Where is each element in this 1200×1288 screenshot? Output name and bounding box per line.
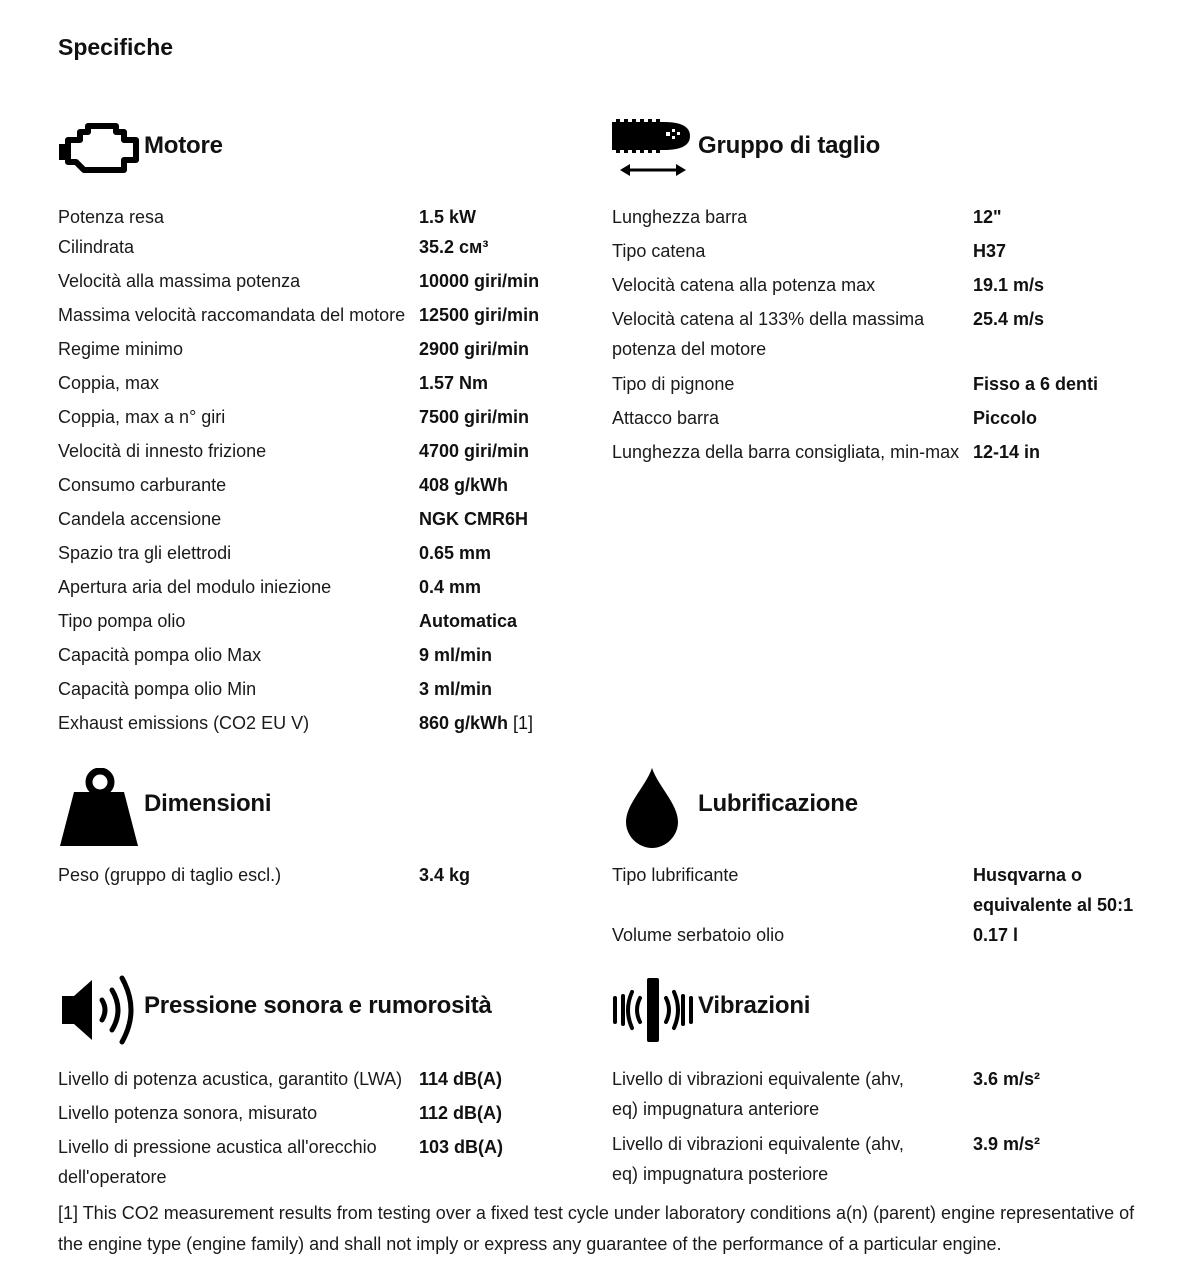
section-title: Pressione sonora e rumorosità <box>144 992 492 1019</box>
spec-label: Tipo catena <box>612 241 706 261</box>
spec-row <box>612 369 1098 399</box>
spec-label: Consumo carburante <box>58 475 227 495</box>
spec-row <box>58 1098 503 1128</box>
spec-label: Massima velocità raccomandata del motore <box>58 305 406 325</box>
section-lubrificazione <box>612 768 1152 945</box>
spec-label: Volume serbatoio olio <box>612 925 785 945</box>
spec-row <box>612 403 1098 433</box>
spec-label: Coppia, max <box>58 373 160 393</box>
spec-label: Livello di vibrazioni equivalente (ahv, eq) impugnatura anteriore <box>612 1069 904 1119</box>
spec-label: Tipo pompa olio <box>58 611 186 631</box>
spec-value: 3.9 m/s² <box>973 1134 1041 1154</box>
spec-value: 9 ml/min <box>419 645 493 665</box>
spec-label: Velocità di innesto frizione <box>58 441 267 461</box>
spec-value: NGK CMR6H <box>419 509 529 529</box>
section-header <box>612 118 1152 180</box>
spec-value: 35.2 см³ <box>419 237 489 257</box>
footnote: [1] This CO2 measurement results from testing over a fixed test cycle under laboratory conditions a(n) (parent) engine representative of the engine type (engine family) and shall not imply or express any guarantee of the performance of a particular engine. <box>58 1203 1135 1254</box>
spec-value: 25.4 m/s <box>973 309 1045 329</box>
section-title: Dimensioni <box>144 790 272 817</box>
spec-row <box>58 1132 503 1192</box>
spec-row <box>612 437 1098 467</box>
spec-row <box>58 860 470 890</box>
spec-label: Cilindrata <box>58 237 135 257</box>
spec-value: 114 dB(A) <box>419 1069 503 1089</box>
spec-row <box>58 470 539 500</box>
oil-drop-icon <box>612 768 694 848</box>
section-header <box>58 768 598 848</box>
spec-label: Livello di vibrazioni equivalente (ahv, eq) impugnatura posteriore <box>612 1134 904 1184</box>
spec-label: Exhaust emissions (CO2 EU V) <box>58 713 310 733</box>
spec-list <box>612 1064 1040 1189</box>
spec-list <box>58 860 470 890</box>
spec-row <box>58 368 539 398</box>
spec-value-with-note <box>419 708 539 738</box>
spec-value: H37 <box>973 241 1007 261</box>
section-vibrazioni <box>612 972 1152 1184</box>
engine-icon <box>58 118 142 178</box>
spec-row <box>612 1064 1040 1124</box>
spec-row <box>612 304 1098 364</box>
spec-value: 3.4 kg <box>419 865 471 885</box>
spec-row <box>58 402 539 432</box>
spec-label: Regime minimo <box>58 339 184 359</box>
spec-value: 112 dB(A) <box>419 1103 503 1123</box>
spec-value: Husqvarna o equivalente al 50:1 <box>973 865 1134 915</box>
section-header <box>612 768 1152 848</box>
spec-row <box>612 202 1098 232</box>
spec-value: 12-14 in <box>973 442 1041 462</box>
weight-icon <box>58 768 140 848</box>
spec-label: Tipo di pignone <box>612 374 735 394</box>
spec-value: 4700 giri/min <box>419 441 530 461</box>
section-pressione-sonora <box>58 972 598 1187</box>
spec-value: 103 dB(A) <box>419 1137 504 1157</box>
spec-value: 1.5 kW <box>419 207 477 227</box>
vibration-icon <box>612 972 694 1048</box>
spec-label: Coppia, max a n° giri <box>58 407 226 427</box>
spec-row <box>612 1129 1040 1189</box>
section-title: Vibrazioni <box>698 992 811 1019</box>
spec-list <box>58 1064 503 1192</box>
section-dimensioni <box>58 768 598 885</box>
spec-row <box>58 640 539 670</box>
footnote-ref: [1] <box>508 713 534 733</box>
section-header <box>612 972 1152 1048</box>
spec-list <box>58 202 539 738</box>
spec-row <box>58 300 539 330</box>
spec-value: 1.57 Nm <box>419 373 489 393</box>
spec-label: Tipo lubrificante <box>612 865 739 885</box>
spec-row <box>58 504 539 534</box>
page-title: Specifiche <box>58 34 174 60</box>
spec-value: 3.6 m/s² <box>973 1069 1041 1089</box>
spec-label: Lunghezza barra <box>612 207 748 227</box>
spec-label: Capacità pompa olio Max <box>58 645 262 665</box>
section-gruppo-taglio <box>612 118 1152 462</box>
spec-label: Capacità pompa olio Min <box>58 679 257 699</box>
spec-value: 19.1 m/s <box>973 275 1045 295</box>
spec-label: Lunghezza della barra consigliata, min-max <box>612 442 960 462</box>
spec-row <box>58 674 539 704</box>
spec-value: 0.4 mm <box>419 577 482 597</box>
spec-value: 7500 giri/min <box>419 407 530 427</box>
spec-row <box>58 1064 503 1094</box>
spec-row <box>58 334 539 364</box>
section-title: Lubrificazione <box>698 790 858 817</box>
spec-value: Piccolo <box>973 408 1038 428</box>
section-title: Motore <box>144 132 223 159</box>
spec-label: Attacco barra <box>612 408 720 428</box>
spec-value: 12500 giri/min <box>419 305 540 325</box>
spec-label: Livello di pressione acustica all'orecchio dell'operatore <box>58 1137 377 1187</box>
spec-value: Automatica <box>419 611 518 631</box>
spec-label: Apertura aria del modulo iniezione <box>58 577 332 597</box>
spec-value: Fisso a 6 denti <box>973 374 1099 394</box>
spec-value: 10000 giri/min <box>419 271 540 291</box>
spec-label: Livello potenza sonora, misurato <box>58 1103 318 1123</box>
spec-value: 408 g/kWh <box>419 475 509 495</box>
spec-row <box>612 860 1143 920</box>
spec-value: 3 ml/min <box>419 679 493 699</box>
spec-label: Velocità catena al 133% della massima potenza del motore <box>612 309 925 359</box>
spec-row <box>58 606 539 636</box>
spec-label: Velocità alla massima potenza <box>58 271 301 291</box>
spec-row <box>58 436 539 466</box>
spec-value: 860 g/kWh <box>419 713 509 733</box>
spec-list <box>612 202 1098 467</box>
spec-value: 2900 giri/min <box>419 339 530 359</box>
spec-list <box>612 860 1143 950</box>
spec-row <box>58 572 539 602</box>
section-header <box>58 118 598 180</box>
spec-row <box>58 202 539 232</box>
spec-row <box>612 236 1098 266</box>
spec-label: Candela accensione <box>58 509 222 529</box>
spec-label: Livello di potenza acustica, garantito (LWA) <box>58 1069 403 1089</box>
speaker-icon <box>58 972 140 1048</box>
section-title: Gruppo di taglio <box>698 132 881 159</box>
spec-label: Potenza resa <box>58 207 165 227</box>
spec-label: Spazio tra gli elettrodi <box>58 543 232 563</box>
spec-row <box>58 266 539 296</box>
spec-label: Velocità catena alla potenza max <box>612 275 876 295</box>
section-header <box>58 972 598 1048</box>
spec-value: 12" <box>973 207 1002 227</box>
spec-row <box>612 270 1098 300</box>
spec-value: 0.65 mm <box>419 543 492 563</box>
section-motore <box>58 118 598 733</box>
spec-row <box>58 538 539 568</box>
chainsaw-bar-icon <box>612 118 692 180</box>
spec-label: Peso (gruppo di taglio escl.) <box>58 865 282 885</box>
spec-value: 0.17 l <box>973 925 1019 945</box>
spec-row <box>612 920 1143 950</box>
spec-row <box>58 708 539 738</box>
spec-row <box>58 232 539 262</box>
